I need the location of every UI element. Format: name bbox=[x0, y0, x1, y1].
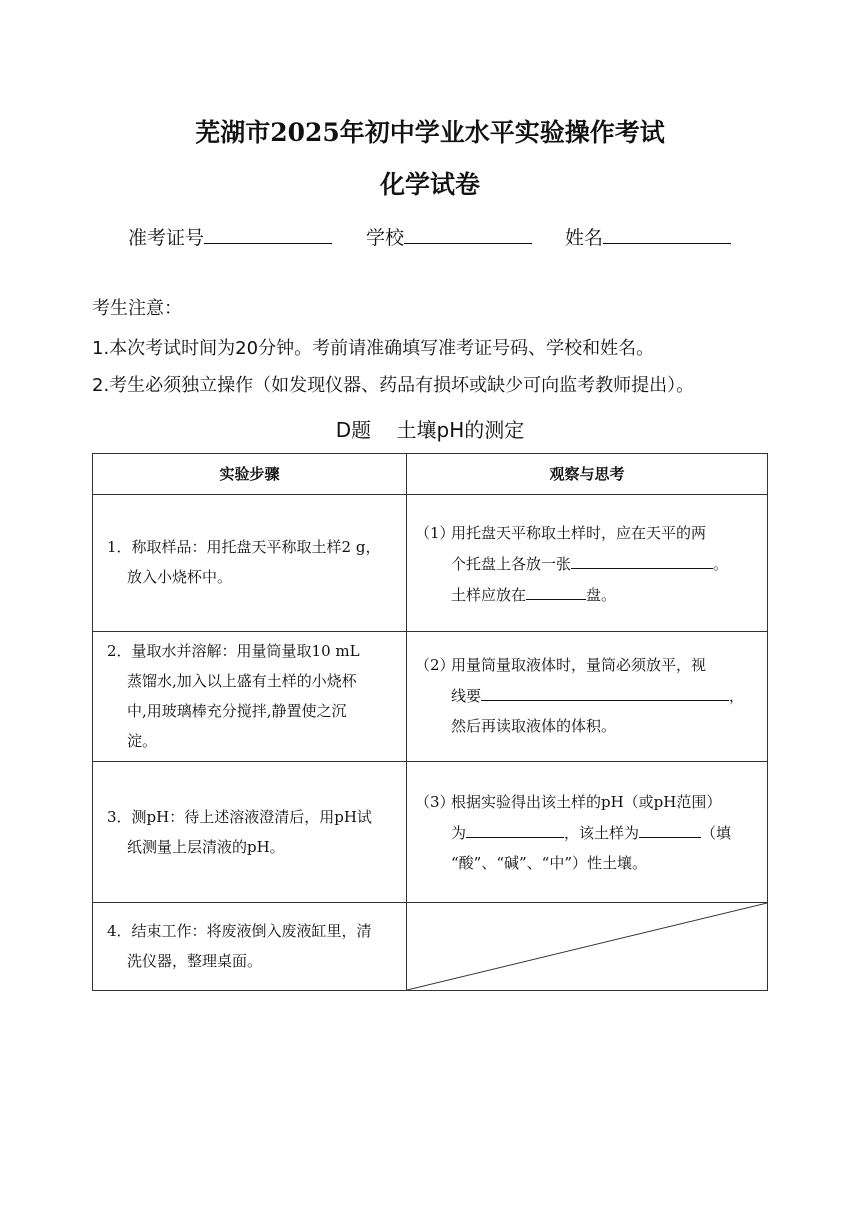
answer-blank-1[interactable] bbox=[571, 548, 713, 569]
notice-item-2: 2.考生必须独立操作（如发现仪器、药品有损坏或缺少可向监考教师提出）。 bbox=[92, 375, 695, 396]
step-3-line: 3．测pH：待上述溶液澄清后，用pH试 bbox=[107, 808, 372, 826]
step-2-line: 淀。 bbox=[127, 732, 158, 750]
thinking-1-number: （1） bbox=[415, 524, 455, 542]
thinking-2-text: 线要 bbox=[451, 687, 482, 705]
thinking-1-text: 用托盘天平称取土样时，应在天平的两 bbox=[451, 524, 707, 542]
name-label: 姓名 bbox=[565, 227, 604, 249]
answer-blank-4[interactable] bbox=[466, 817, 564, 838]
table-rule bbox=[93, 631, 767, 632]
school-label: 学校 bbox=[366, 227, 405, 249]
table-rule bbox=[93, 761, 767, 762]
step-2-line: 中,用玻璃棒充分搅拌,静置使之沉 bbox=[127, 702, 347, 720]
thinking-2-text: 用量筒量取液体时，量筒必须放平，视 bbox=[451, 656, 707, 674]
step-1 bbox=[107, 532, 395, 592]
thinking-3-text: 根据实验得出该土样的pH（或pH范围） bbox=[451, 793, 722, 811]
thinking-3 bbox=[415, 787, 761, 878]
name-blank[interactable] bbox=[603, 222, 731, 244]
step-4-line: 洗仪器，整理桌面。 bbox=[127, 952, 263, 970]
exam-number-field[interactable] bbox=[128, 222, 332, 252]
thinking-3-text: “酸”、“碱”、“中”）性土壤。 bbox=[451, 854, 648, 872]
question-title: D题 土壤pH的测定 bbox=[335, 418, 525, 442]
exam-number-label: 准考证号 bbox=[128, 227, 205, 249]
step-2-line: 蒸馏水,加入以上盛有土样的小烧杯 bbox=[127, 672, 357, 690]
school-blank[interactable] bbox=[404, 222, 532, 244]
thinking-1-text: 盘。 bbox=[586, 586, 617, 604]
answer-blank-3[interactable] bbox=[481, 680, 729, 701]
page-title: 芜湖市2025年初中学业水平实验操作考试 bbox=[195, 118, 665, 147]
step-2-line: 2．量取水并溶解：用量筒量取10 mL bbox=[107, 642, 360, 660]
thinking-3-text: ，该土样为 bbox=[564, 824, 640, 842]
thinking-2-text: 然后再读取液体的体积。 bbox=[451, 717, 617, 735]
thinking-2-number: （2） bbox=[415, 656, 455, 674]
school-field[interactable] bbox=[366, 222, 532, 252]
thinking-1-text: 土样应放在 bbox=[451, 586, 527, 604]
thinking-3-text: 为 bbox=[451, 824, 467, 842]
diagonal-line bbox=[407, 903, 767, 990]
thinking-1-text: 。 bbox=[713, 555, 729, 573]
notice-heading: 考生注意： bbox=[92, 298, 182, 319]
page-subtitle: 化学试卷 bbox=[379, 170, 480, 199]
thinking-1 bbox=[415, 518, 761, 610]
diagonal-strike bbox=[407, 903, 767, 990]
answer-blank-2[interactable] bbox=[526, 579, 586, 600]
name-field[interactable] bbox=[565, 222, 731, 252]
thinking-2-text: ， bbox=[729, 687, 745, 705]
thinking-2 bbox=[415, 650, 761, 741]
table-rule bbox=[93, 494, 767, 495]
exam-number-blank[interactable] bbox=[204, 222, 332, 244]
header-thinking: 观察与思考 bbox=[549, 465, 625, 483]
step-4 bbox=[107, 916, 395, 976]
step-4-line: 4．结束工作：将废液倒入废液缸里，清 bbox=[107, 922, 372, 940]
answer-blank-5[interactable] bbox=[639, 817, 701, 838]
step-2 bbox=[107, 636, 395, 756]
notice-item-1: 1.本次考试时间为20分钟。考前请准确填写准考证号码、学校和姓名。 bbox=[92, 338, 655, 359]
experiment-table bbox=[92, 453, 768, 991]
thinking-3-number: （3） bbox=[415, 793, 455, 811]
thinking-3-text: （填 bbox=[701, 824, 732, 842]
header-steps: 实验步骤 bbox=[219, 465, 280, 483]
step-3 bbox=[107, 802, 395, 862]
step-1-line: 1．称取样品：用托盘天平称取土样2 g， bbox=[107, 538, 381, 556]
thinking-1-text: 个托盘上各放一张 bbox=[451, 555, 572, 573]
step-1-line: 放入小烧杯中。 bbox=[127, 568, 233, 586]
step-3-line: 纸测量上层清液的pH。 bbox=[127, 838, 285, 856]
